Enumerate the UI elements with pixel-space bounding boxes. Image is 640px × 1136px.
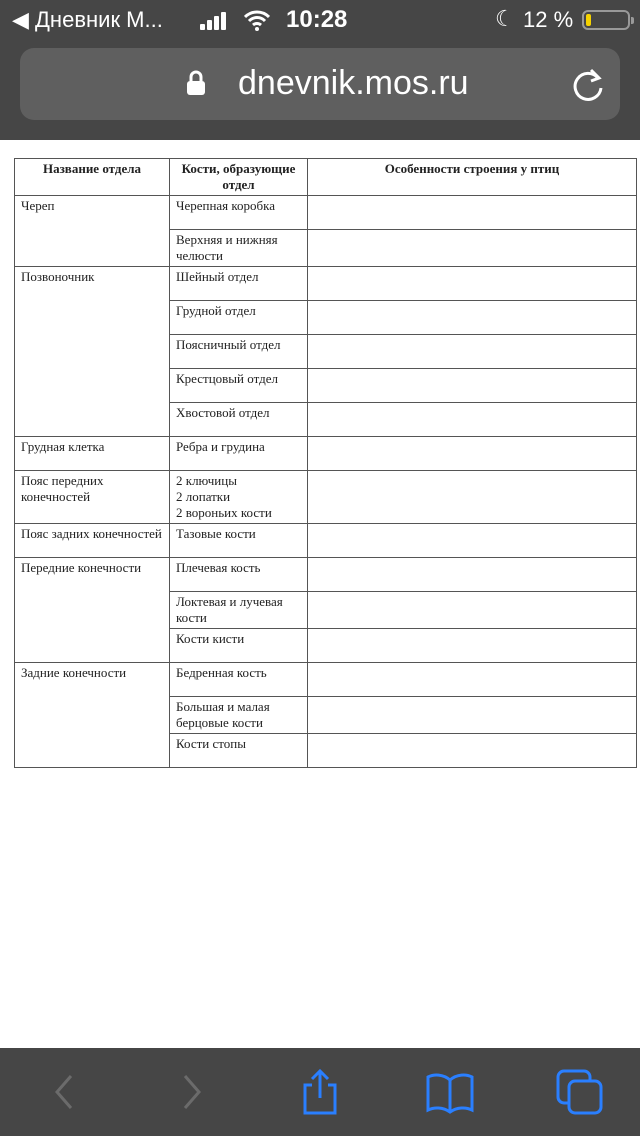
reload-icon[interactable] (570, 66, 606, 102)
table-row (15, 471, 637, 524)
section-cell: Пояс задних конечностей (15, 524, 170, 558)
battery-percent: 12 % (523, 7, 574, 32)
bones-cell: Ребра и грудина (170, 437, 308, 471)
bones-cell: Кости стопы (170, 734, 308, 768)
chevron-left-icon[interactable] (40, 1068, 90, 1116)
features-cell[interactable] (308, 369, 637, 403)
features-cell[interactable] (308, 403, 637, 437)
bones-cell: Грудной отдел (170, 301, 308, 335)
tabs-icon[interactable] (555, 1068, 605, 1116)
table-row (15, 267, 637, 301)
section-cell: Передние конечности (15, 558, 170, 663)
lock-icon (186, 70, 206, 96)
address-bar[interactable] (20, 48, 620, 120)
features-cell[interactable] (308, 267, 637, 301)
header-section: Название отдела (15, 159, 170, 196)
features-cell[interactable] (308, 230, 637, 267)
table-row (15, 196, 637, 230)
browser-chrome (0, 0, 640, 140)
bones-cell: Большая и малая берцовые кости (170, 697, 308, 734)
bones-cell: Черепная коробка (170, 196, 308, 230)
header-features: Особенности строения у птиц (308, 159, 637, 196)
features-cell[interactable] (308, 524, 637, 558)
bones-cell: Верхняя и нижняя челюсти (170, 230, 308, 267)
table-row (15, 663, 637, 697)
status-bar (0, 0, 640, 40)
features-cell[interactable] (308, 629, 637, 663)
bones-cell: Тазовые кости (170, 524, 308, 558)
features-cell[interactable] (308, 592, 637, 629)
bones-cell: Хвостовой отдел (170, 403, 308, 437)
chevron-right-icon[interactable] (166, 1068, 216, 1116)
bones-cell: Шейный отдел (170, 267, 308, 301)
bones-cell: Поясничный отдел (170, 335, 308, 369)
share-icon[interactable] (295, 1068, 345, 1116)
bones-cell: Плечевая кость (170, 558, 308, 592)
book-icon[interactable] (425, 1068, 475, 1116)
features-cell[interactable] (308, 335, 637, 369)
section-cell: Череп (15, 196, 170, 267)
bones-cell: Крестцовый отдел (170, 369, 308, 403)
skeleton-table (14, 158, 637, 768)
bones-cell: 2 ключицы 2 лопатки 2 вороньих кости (170, 471, 308, 524)
section-cell: Пояс передних конечностей (15, 471, 170, 524)
cellular-signal-icon (200, 12, 226, 30)
table-row (15, 524, 637, 558)
bottom-toolbar (0, 1048, 640, 1136)
features-cell[interactable] (308, 697, 637, 734)
section-cell: Грудная клетка (15, 437, 170, 471)
bones-cell: Кости кисти (170, 629, 308, 663)
document-page (0, 140, 640, 1048)
bones-cell: Локтевая и лучевая кости (170, 592, 308, 629)
clock: 10:28 (286, 6, 348, 33)
features-cell[interactable] (308, 437, 637, 471)
battery-icon (582, 10, 630, 30)
url-text: dnevnik.mos.ru (238, 64, 469, 102)
wifi-icon (244, 9, 270, 31)
section-cell: Задние конечности (15, 663, 170, 768)
section-cell: Позвоночник (15, 267, 170, 437)
bones-cell: Бедренная кость (170, 663, 308, 697)
features-cell[interactable] (308, 471, 637, 524)
features-cell[interactable] (308, 301, 637, 335)
table-row (15, 558, 637, 592)
features-cell[interactable] (308, 196, 637, 230)
back-app-label: Дневник М... (35, 7, 163, 32)
features-cell[interactable] (308, 558, 637, 592)
table-row (15, 437, 637, 471)
back-to-app-link[interactable]: ◀ Дневник М... (12, 7, 163, 32)
do-not-disturb-icon: ☾ (495, 6, 515, 31)
table-body (15, 196, 637, 768)
table-header-row (15, 159, 637, 196)
header-bones: Кости, образующие отдел (170, 159, 308, 196)
features-cell[interactable] (308, 734, 637, 768)
features-cell[interactable] (308, 663, 637, 697)
